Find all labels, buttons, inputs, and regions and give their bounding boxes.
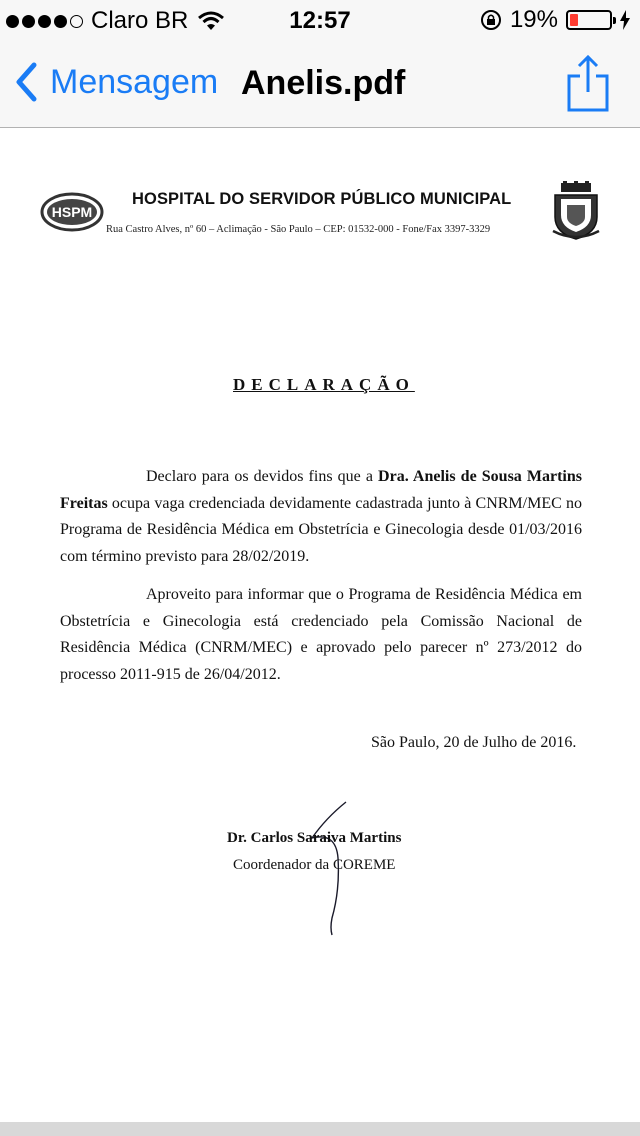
chevron-left-icon xyxy=(14,62,38,102)
signer-role: Coordenador da COREME xyxy=(233,857,396,873)
share-icon xyxy=(566,54,610,114)
share-button[interactable] xyxy=(566,54,610,119)
signer-name: Dr. Carlos Saraiva Martins xyxy=(227,830,402,846)
page-bottom-edge xyxy=(0,1122,640,1136)
hospital-address: Rua Castro Alves, nº 60 – Aclimação - São Paulo – CEP: 01532-000 - Fone/Fax 3397-3329 xyxy=(106,224,491,235)
document-title: Anelis.pdf xyxy=(241,64,406,102)
navigation-bar xyxy=(0,40,640,128)
date-line: São Paulo, 20 de Julho de 2016. xyxy=(371,734,577,751)
paragraph-1 xyxy=(60,464,582,570)
city-crest-icon xyxy=(551,181,601,241)
charging-bolt-icon xyxy=(620,10,630,30)
status-bar xyxy=(0,0,640,40)
declaration-title: DECLARAÇÃO xyxy=(233,375,415,394)
battery-level-fill xyxy=(570,14,578,26)
hspm-logo xyxy=(40,191,104,233)
back-button-label: Mensagem xyxy=(50,62,219,101)
rotation-lock-icon xyxy=(480,9,502,31)
logo-text: HSPM xyxy=(51,204,93,220)
carrier-name: Claro BR xyxy=(91,7,189,34)
resident-name: Dra. Anelis de Sousa Martins Freitas xyxy=(60,468,582,512)
back-button[interactable] xyxy=(14,62,218,102)
battery-percent: 19% xyxy=(509,6,558,33)
paragraph-1-intro: Declaro para os devidos fins que a xyxy=(146,468,379,485)
status-right xyxy=(480,6,630,34)
paragraph-2-body: Aproveito para informar que o Programa de Residência Médica em Obstetrícia e Ginecologia está credenciado pela Comissão Nacional de Residência Médica (CNRM/MEC) e aprovado pelo parecer nº 273/2012 do processo 2011-915 de 26/04/2012. xyxy=(60,586,582,683)
status-time: 12:57 xyxy=(289,7,351,34)
paragraph-1-body: ocupa vaga credenciada devidamente cadastrada junto à CNRM/MEC no Programa de Residência Médica em Obstetrícia e Ginecologia desde 01/03/2016 com término previsto para 28/02/2019. xyxy=(60,494,582,565)
hospital-name: HOSPITAL DO SERVIDOR PÚBLICO MUNICIPAL xyxy=(132,190,512,208)
paragraph-2 xyxy=(60,582,582,688)
battery-icon xyxy=(566,10,612,30)
